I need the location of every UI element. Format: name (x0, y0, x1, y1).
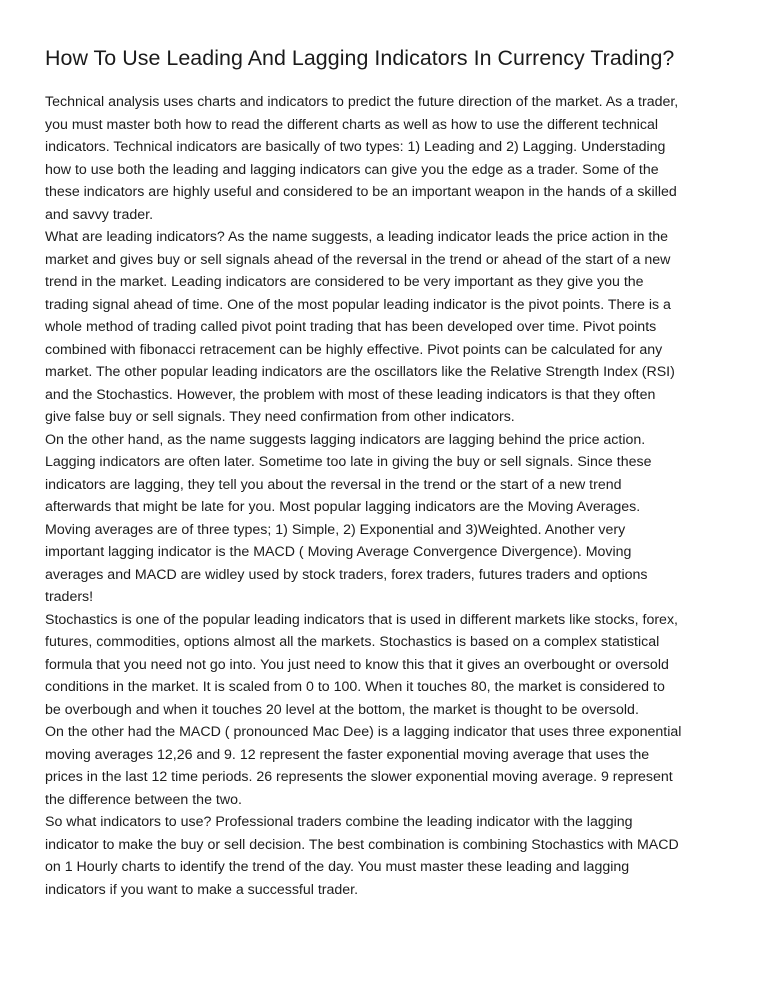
text-line: moving averages 12,26 and 9. 12 represent the faster exponential moving average that uses the (45, 746, 650, 763)
text-line: On the other hand, as the name suggests lagging indicators are lagging behind the price action. (45, 431, 646, 448)
paragraph (45, 811, 728, 901)
text-line: these indicators are highly useful and considered to be an important weapon in the hands of a skilled (45, 184, 677, 200)
paragraph (45, 429, 728, 609)
text-line: market and gives buy or sell signals ahead of the reversal in the trend or ahead of the start of a new (45, 251, 671, 268)
text-line: you must master both how to read the different charts as well as how to use the different technical (45, 116, 659, 133)
text-line: Moving averages are of three types; 1) Simple, 2) Exponential and 3)Weighted. Another very (45, 521, 626, 538)
document-body (45, 91, 728, 901)
text-line: the difference between the two. (45, 791, 242, 808)
text-line: averages and MACD are widley used by stock traders, forex traders, futures traders and options (45, 566, 648, 583)
text-line: conditions in the market. It is scaled from 0 to 100. When it touches 80, the market is considered to (45, 679, 665, 695)
text-line: So what indicators to use? Professional traders combine the leading indicator with the lagging (45, 814, 633, 830)
text-line: indicator to make the buy or sell decision. The best combination is combining Stochastics with MACD (45, 836, 679, 853)
paragraph (45, 721, 728, 811)
text-line: Stochastics is one of the popular leading indicators that is used in different markets like stocks, forex, (45, 611, 678, 628)
text-line: Lagging indicators are often later. Sometime too late in giving the buy or sell signals. Since these (45, 454, 652, 470)
text-line: prices in the last 12 time periods. 26 represents the slower exponential moving average. 9 represent (45, 769, 673, 785)
text-line: and the Stochastics. However, the problem with most of these leading indicators is that they often (45, 386, 656, 403)
text-line: Technical analysis uses charts and indicators to predict the future direction of the market. As a trader, (45, 94, 679, 110)
text-line: What are leading indicators? As the name suggests, a leading indicator leads the price action in the (45, 229, 669, 245)
text-line: give false buy or sell signals. They need confirmation from other indicators. (45, 409, 515, 425)
text-line: trading signal ahead of time. One of the most popular leading indicator is the pivot points. There is a (45, 296, 671, 313)
page-title: How To Use Leading And Lagging Indicators In Currency Trading? (45, 46, 675, 70)
text-line: indicators. Technical indicators are basically of two types: 1) Leading and 2) Lagging. Understading (45, 139, 666, 155)
text-line: traders! (45, 589, 94, 605)
text-line: futures, commodities, options almost all the markets. Stochastics is based on a complex statistical (45, 634, 660, 650)
paragraph (45, 609, 728, 722)
text-line: on 1 Hourly charts to identify the trend of the day. You must master these leading and lagging (45, 859, 630, 875)
text-line: how to use both the leading and lagging indicators can give you the edge as a trader. Some of the (45, 161, 659, 178)
text-line: combined with fibonacci retracement can be highly effective. Pivot points can be calculated for any (45, 341, 663, 358)
text-line: indicators if you want to make a successful trader. (45, 881, 359, 898)
text-line: important lagging indicator is the MACD ( Moving Average Convergence Divergence). Moving (45, 544, 632, 560)
text-line: On the other had the MACD ( pronounced Mac Dee) is a lagging indicator that uses three exponential (45, 724, 682, 740)
text-line: whole method of trading called pivot point trading that has been developed over time. Pivot points (45, 319, 657, 335)
paragraph (45, 226, 728, 429)
text-line: market. The other popular leading indicators are the oscillators like the Relative Strength Index (RSI) (45, 364, 675, 380)
text-line: indicators are lagging, they tell you about the reversal in the trend or the start of a new trend (45, 476, 622, 493)
text-line: trend in the market. Leading indicators are considered to be very important as they give you the (45, 274, 644, 290)
text-line: be overbough and when it touches 20 level at the bottom, the market is thought to be oversold. (45, 701, 639, 718)
text-line: and savvy trader. (45, 206, 154, 223)
text-line: formula that you need not go into. You just need to know this that it gives an overbought or oversold (45, 656, 669, 673)
paragraph (45, 91, 728, 226)
text-line: afterwards that might be late for you. Most popular lagging indicators are the Moving Averages. (45, 499, 641, 515)
